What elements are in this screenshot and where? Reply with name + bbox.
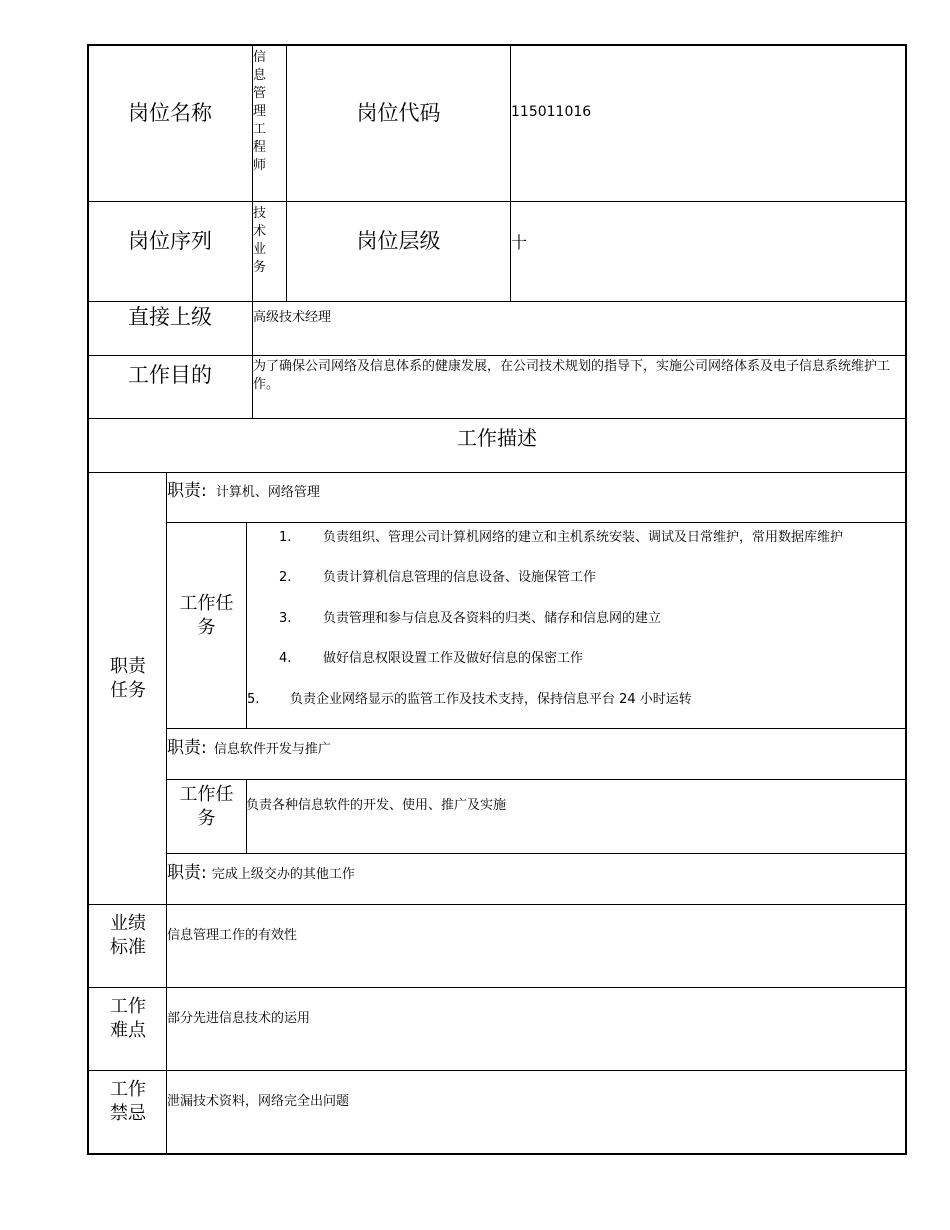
border-right xyxy=(905,44,907,1155)
duty-3-header xyxy=(167,858,355,883)
job-purpose-label: 工作目的 xyxy=(128,363,212,388)
border-bottom xyxy=(88,1153,907,1155)
task-text: 做好信息权限设置工作及做好信息的保密工作 xyxy=(323,651,584,666)
duty-1-header xyxy=(167,476,320,501)
job-name-value: 信息管理工程师 xyxy=(253,50,267,173)
task-number: 3. xyxy=(279,611,292,626)
hline xyxy=(167,779,906,780)
duty-1-label: 职责: xyxy=(167,481,207,501)
duty-2-label: 职责: xyxy=(167,738,207,758)
supervisor-value: 高级技术经理 xyxy=(253,310,332,325)
task-item xyxy=(279,607,661,626)
section-title: 工作描述 xyxy=(457,425,537,450)
vline xyxy=(246,779,247,853)
task-text: 负责计算机信息管理的信息设备、设施保管工作 xyxy=(323,570,597,585)
vline xyxy=(510,45,511,301)
hline xyxy=(88,1070,906,1071)
duty-2-task-label-text: 工作任务 xyxy=(179,783,234,829)
difficulty-value: 部分先进信息技术的运用 xyxy=(167,1011,311,1026)
taboo-value: 泄漏技术资料，网络完全出问题 xyxy=(167,1094,350,1109)
task-item xyxy=(247,688,692,707)
job-sequence-label: 岗位序列 xyxy=(128,229,212,254)
job-name-label: 岗位名称 xyxy=(128,101,212,126)
duties-label-text: 职责任务 xyxy=(110,655,146,701)
task-item xyxy=(279,647,583,666)
job-level-label: 岗位层级 xyxy=(356,229,441,254)
task-number: 4. xyxy=(279,651,292,666)
taboo-label xyxy=(96,1073,160,1131)
supervisor-label: 直接上级 xyxy=(128,305,212,330)
hline xyxy=(167,728,906,729)
task-item xyxy=(279,566,596,585)
task-text: 负责企业网络显示的监管工作及技术支持，保持信息平台 24 小时运转 xyxy=(290,692,692,707)
performance-value: 信息管理工作的有效性 xyxy=(167,928,298,943)
duty-2-task-label xyxy=(167,782,246,832)
duty-1-task-label-text: 工作任务 xyxy=(179,592,234,638)
job-sequence-value: 技术业务 xyxy=(253,206,267,275)
job-purpose-value: 为了确保公司网络及信息体系的健康发展，在公司技术规划的指导下，实施公司网络体系及电子信息系统维护工作。 xyxy=(253,359,891,392)
duty-2-task: 负责各种信息软件的开发、使用、推广及实施 xyxy=(246,798,507,813)
task-item xyxy=(279,526,843,545)
task-number: 5. xyxy=(247,692,260,707)
job-code-value: 115011016 xyxy=(511,104,592,120)
taboo-label-text: 工作禁忌 xyxy=(110,1078,146,1124)
duty-3-text: 完成上级交办的其他工作 xyxy=(211,867,355,882)
job-level-value: 十 xyxy=(511,233,528,252)
task-text: 负责管理和参与信息及各资料的归类、储存和信息网的建立 xyxy=(323,611,662,626)
hline xyxy=(88,472,906,473)
duty-2-text: 信息软件开发与推广 xyxy=(213,742,331,757)
duty-2-header xyxy=(167,733,331,758)
duty-3-label: 职责: xyxy=(167,863,207,883)
hline xyxy=(167,522,906,523)
hline xyxy=(88,987,906,988)
job-code-label: 岗位代码 xyxy=(356,101,441,126)
duty-1-task-label xyxy=(167,588,246,644)
difficulty-label xyxy=(96,990,160,1048)
task-number: 1. xyxy=(279,530,292,545)
duty-1-text: 计算机、网络管理 xyxy=(215,485,320,500)
performance-label xyxy=(96,907,160,965)
hline xyxy=(88,904,906,905)
task-number: 2. xyxy=(279,570,292,585)
duties-label xyxy=(96,650,160,708)
hline xyxy=(167,853,906,854)
task-text: 负责组织、管理公司计算机网络的建立和主机系统安装、调试及日常维护，常用数据库维护 xyxy=(323,530,844,545)
difficulty-label-text: 工作难点 xyxy=(110,995,146,1041)
performance-label-text: 业绩标准 xyxy=(110,912,146,958)
